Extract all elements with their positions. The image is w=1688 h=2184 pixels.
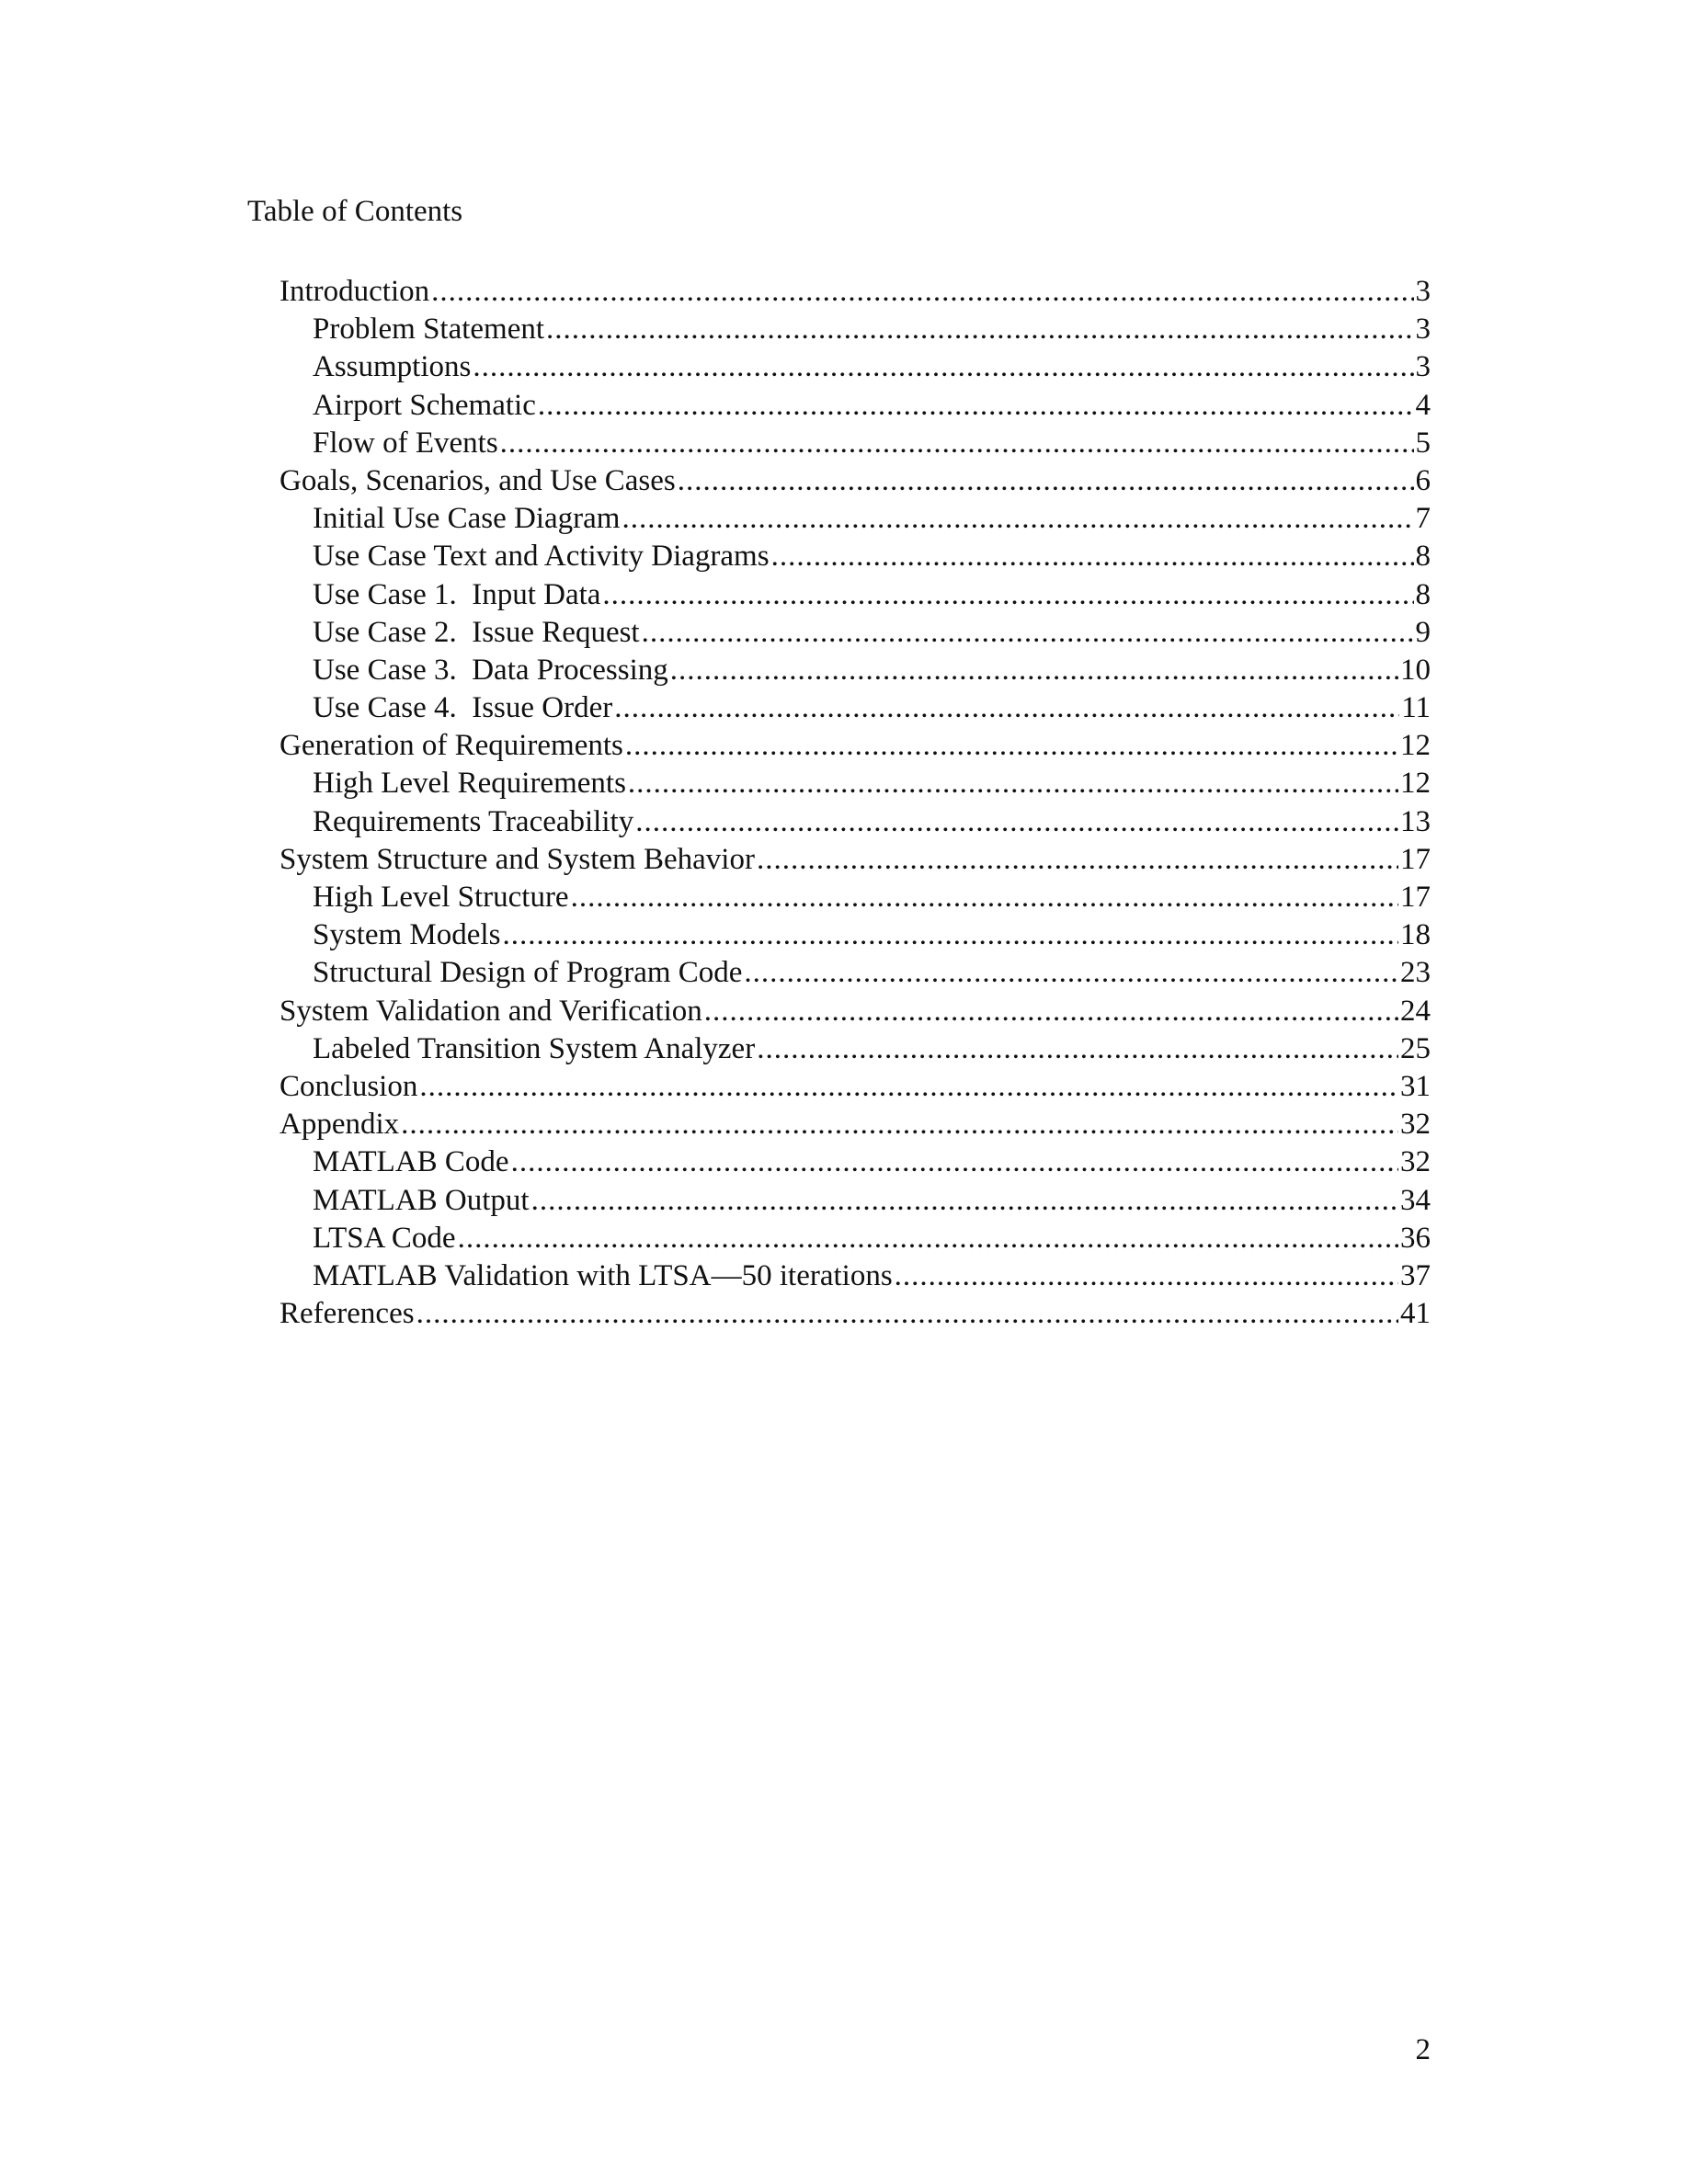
toc-entry-label: Use Case 2. Issue Request (313, 615, 640, 649)
toc-entry[interactable] (279, 841, 1431, 879)
toc-entry-label: Structural Design of Program Code (313, 956, 743, 990)
toc-entry[interactable] (279, 348, 1431, 386)
toc-entry-label: System Validation and Verification (279, 994, 702, 1028)
toc-entry-label: System Models (313, 918, 501, 952)
toc-dot-leader (704, 993, 1398, 1030)
table-of-contents (279, 273, 1431, 1333)
toc-entry-label: High Level Requirements (313, 767, 626, 801)
toc-entry-page: 5 (1415, 426, 1431, 460)
toc-entry[interactable] (279, 387, 1431, 425)
toc-entry[interactable] (279, 1143, 1431, 1181)
toc-entry[interactable] (279, 1068, 1431, 1106)
toc-dot-leader (670, 652, 1398, 689)
toc-entry-page: 37 (1400, 1258, 1431, 1292)
toc-entry[interactable] (279, 916, 1431, 954)
toc-entry-label: References (279, 1297, 415, 1331)
toc-entry-label: Use Case Text and Activity Diagrams (313, 540, 770, 574)
toc-dot-leader (531, 1182, 1398, 1220)
page-number: 2 (1415, 2033, 1431, 2066)
toc-entry[interactable] (279, 993, 1431, 1030)
toc-dot-leader (473, 348, 1413, 386)
toc-dot-leader (416, 1295, 1398, 1333)
toc-entry-page: 4 (1415, 388, 1431, 422)
toc-entry[interactable] (279, 1220, 1431, 1257)
toc-entry-page: 32 (1400, 1108, 1431, 1142)
toc-dot-leader (757, 1030, 1398, 1068)
toc-dot-leader (431, 273, 1413, 311)
toc-entry[interactable] (279, 311, 1431, 348)
toc-dot-leader (757, 841, 1398, 879)
toc-dot-leader (622, 500, 1413, 538)
toc-entry-label: Initial Use Case Diagram (313, 502, 621, 536)
toc-dot-leader (635, 803, 1398, 841)
toc-entry-label: Requirements Traceability (313, 804, 634, 838)
toc-dot-leader (571, 879, 1398, 916)
toc-dot-leader (419, 1068, 1398, 1106)
toc-entry-label: Labeled Transition System Analyzer (313, 1031, 756, 1065)
toc-entry-label: System Structure and System Behavior (279, 842, 755, 876)
toc-dot-leader (625, 727, 1398, 765)
toc-entry-label: Airport Schematic (313, 388, 536, 422)
toc-dot-leader (500, 425, 1414, 462)
toc-dot-leader (511, 1143, 1398, 1181)
toc-entry-label: Conclusion (279, 1069, 418, 1103)
toc-entry-page: 36 (1400, 1221, 1431, 1255)
toc-dot-leader (642, 614, 1414, 652)
toc-entry-page: 11 (1401, 691, 1431, 725)
toc-dot-leader (502, 916, 1398, 954)
toc-entry-label: Use Case 1. Input Data (313, 577, 601, 611)
toc-entry[interactable] (279, 689, 1431, 727)
toc-entry-label: Assumptions (313, 350, 472, 384)
toc-entry-page: 9 (1415, 615, 1431, 649)
toc-entry[interactable] (279, 879, 1431, 916)
toc-entry-page: 6 (1415, 463, 1431, 497)
toc-dot-leader (546, 311, 1413, 348)
toc-dot-leader (678, 462, 1414, 500)
toc-entry-page: 12 (1400, 767, 1431, 801)
toc-entry-page: 25 (1400, 1031, 1431, 1065)
toc-entry[interactable] (279, 1257, 1431, 1295)
toc-entry-page: 8 (1415, 540, 1431, 574)
toc-entry[interactable] (279, 954, 1431, 992)
toc-entry-page: 17 (1400, 842, 1431, 876)
toc-dot-leader (458, 1220, 1398, 1257)
toc-dot-leader (895, 1257, 1398, 1295)
toc-entry[interactable] (279, 1030, 1431, 1068)
toc-entry[interactable] (279, 538, 1431, 575)
toc-entry-page: 34 (1400, 1183, 1431, 1217)
toc-entry[interactable] (279, 273, 1431, 311)
toc-entry-page: 12 (1400, 729, 1431, 763)
toc-entry-page: 32 (1400, 1145, 1431, 1179)
toc-entry-label: High Level Structure (313, 881, 569, 914)
toc-entry-label: Use Case 4. Issue Order (313, 691, 613, 725)
toc-entry[interactable] (279, 500, 1431, 538)
toc-entry-label: LTSA Code (313, 1221, 456, 1255)
toc-entry-page: 23 (1400, 956, 1431, 990)
toc-entry[interactable] (279, 614, 1431, 652)
toc-entry-label: Generation of Requirements (279, 729, 623, 763)
toc-entry-page: 3 (1415, 275, 1431, 308)
toc-entry-label: MATLAB Code (313, 1145, 509, 1179)
toc-dot-leader (538, 387, 1414, 425)
toc-dot-leader (628, 765, 1398, 802)
toc-entry-page: 41 (1400, 1297, 1431, 1331)
toc-entry-label: Introduction (279, 275, 430, 308)
toc-entry-label: Goals, Scenarios, and Use Cases (279, 463, 676, 497)
toc-dot-leader (771, 538, 1414, 575)
toc-entry-label: Flow of Events (313, 426, 498, 460)
toc-entry-label: MATLAB Output (313, 1183, 530, 1217)
toc-entry-page: 13 (1400, 804, 1431, 838)
toc-entry-page: 7 (1415, 502, 1431, 536)
toc-entry-page: 10 (1400, 653, 1431, 687)
toc-entry-label: Problem Statement (313, 313, 545, 347)
toc-entry-page: 18 (1400, 918, 1431, 952)
toc-entry[interactable] (279, 1182, 1431, 1220)
toc-dot-leader (744, 954, 1398, 992)
toc-entry[interactable] (279, 652, 1431, 689)
toc-entry-label: MATLAB Validation with LTSA—50 iterations (313, 1258, 893, 1292)
toc-dot-leader (401, 1106, 1398, 1143)
toc-entry-label: Use Case 3. Data Processing (313, 653, 668, 687)
toc-entry-label: Appendix (279, 1108, 400, 1142)
toc-entry-page: 3 (1415, 313, 1431, 347)
toc-dot-leader (614, 689, 1399, 727)
toc-entry[interactable] (279, 1106, 1431, 1143)
toc-entry[interactable] (279, 803, 1431, 841)
toc-entry[interactable] (279, 765, 1431, 802)
toc-entry-page: 31 (1400, 1069, 1431, 1103)
toc-entry-page: 8 (1415, 577, 1431, 611)
toc-entry[interactable] (279, 425, 1431, 462)
toc-entry-page: 24 (1400, 994, 1431, 1028)
toc-heading: Table of Contents (247, 195, 463, 228)
toc-entry[interactable] (279, 1295, 1431, 1333)
toc-dot-leader (602, 576, 1413, 614)
toc-entry-page: 17 (1400, 881, 1431, 914)
toc-entry[interactable] (279, 727, 1431, 765)
toc-entry[interactable] (279, 462, 1431, 500)
toc-entry[interactable] (279, 576, 1431, 614)
toc-entry-page: 3 (1415, 350, 1431, 384)
